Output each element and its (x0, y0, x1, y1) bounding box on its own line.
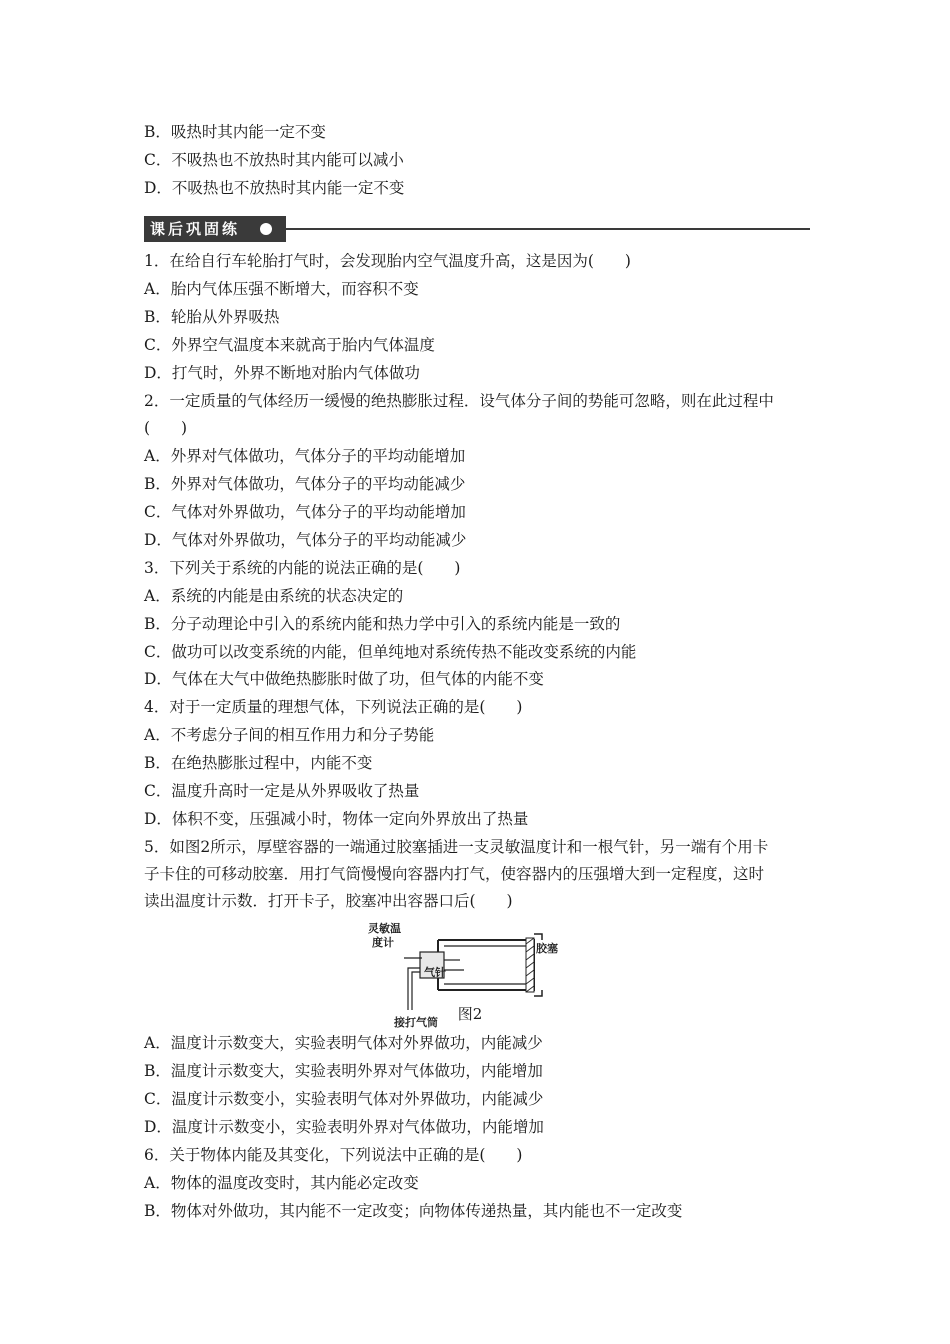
q1-option-d: D．打气时，外界不断地对胎内气体做功 (144, 364, 420, 382)
q5-option-b: B．温度计示数变大，实验表明外界对气体做功，内能增加 (144, 1062, 543, 1080)
figure-caption: 图2 (457, 1005, 483, 1023)
question-4: 4．对于一定质量的理想气体，下列说法正确的是( ) (144, 698, 523, 716)
label-pump: 接打气筒 (394, 1016, 438, 1029)
section-dot-icon (260, 223, 272, 235)
section-header (144, 216, 810, 242)
label-thermometer-2: 度计 (372, 936, 394, 949)
q5-option-c: C．温度计示数变小，实验表明气体对外界做功，内能减少 (144, 1090, 544, 1108)
option-b-prev: B．吸热时其内能一定不变 (144, 123, 326, 141)
q2-option-b: B．外界对气体做功，气体分子的平均动能减少 (144, 475, 466, 493)
q4-option-d: D．体积不变，压强减小时，物体一定向外界放出了热量 (144, 810, 529, 828)
q6-option-b: B．物体对外做功，其内能不一定改变；向物体传递热量，其内能也不一定改变 (144, 1202, 683, 1220)
option-d-prev: D．不吸热也不放热时其内能一定不变 (144, 179, 405, 197)
q4-option-b: B．在绝热膨胀过程中，内能不变 (144, 754, 373, 772)
question-6: 6．关于物体内能及其变化，下列说法中正确的是( ) (144, 1146, 523, 1164)
q1-option-a: A．胎内气体压强不断增大，而容积不变 (144, 280, 419, 298)
pump-tube-2 (412, 972, 420, 1010)
container-outer-wall (438, 940, 534, 990)
q3-option-c: C．做功可以改变系统的内能，但单纯地对系统传热不能改变系统的内能 (144, 643, 637, 661)
question-5: 5．如图2所示，厚壁容器的一端通过胶塞插进一支灵敏温度计和一根气针，另一端有个用卡 (144, 838, 769, 856)
q2-option-d: D．气体对外界做功，气体分子的平均动能减少 (144, 531, 467, 549)
q5-option-a: A．温度计示数变大，实验表明气体对外界做功，内能减少 (144, 1034, 543, 1052)
q2-option-a: A．外界对气体做功，气体分子的平均动能增加 (144, 447, 466, 465)
section-title: 课后巩固练 (144, 216, 286, 242)
question-1: 1．在给自行车轮胎打气时，会发现胎内空气温度升高，这是因为( ) (144, 252, 631, 270)
question-2-cont: ( ) (144, 419, 188, 437)
option-c-prev: C．不吸热也不放热时其内能可以减小 (144, 151, 404, 169)
container-inner-wall (444, 946, 528, 984)
section-rule (286, 228, 810, 230)
pump-tube-1 (408, 968, 420, 1010)
question-3: 3．下列关于系统的内能的说法正确的是( ) (144, 559, 461, 577)
q1-option-c: C．外界空气温度本来就高于胎内气体温度 (144, 336, 435, 354)
q3-option-d: D．气体在大气中做绝热膨胀时做了功，但气体的内能不变 (144, 670, 544, 688)
q6-option-a: A．物体的温度改变时，其内能必定改变 (144, 1174, 419, 1192)
q1-option-b: B．轮胎从外界吸热 (144, 308, 280, 326)
q4-option-a: A．不考虑分子间的相互作用力和分子势能 (144, 726, 435, 744)
label-stopper: 胶塞 (536, 942, 558, 955)
label-needle: 气针 (424, 966, 446, 979)
q5-option-d: D．温度计示数变小，实验表明外界对气体做功，内能增加 (144, 1118, 544, 1136)
question-2: 2．一定质量的气体经历一缓慢的绝热膨胀过程．设气体分子间的势能可忽略，则在此过程中 (144, 392, 774, 410)
label-thermometer-1: 灵敏温 (368, 922, 401, 935)
q3-option-a: A．系统的内能是由系统的状态决定的 (144, 587, 404, 605)
question-5-cont-2: 读出温度计示数．打开卡子，胶塞冲出容器口后( ) (144, 892, 513, 910)
q2-option-c: C．气体对外界做功，气体分子的平均动能增加 (144, 503, 466, 521)
q3-option-b: B．分子动理论中引入的系统内能和热力学中引入的系统内能是一致的 (144, 615, 621, 633)
q4-option-c: C．温度升高时一定是从外界吸收了热量 (144, 782, 420, 800)
question-5-cont-1: 子卡住的可移动胶塞．用打气筒慢慢向容器内打气，使容器内的压强增大到一定程度，这时 (144, 865, 765, 883)
